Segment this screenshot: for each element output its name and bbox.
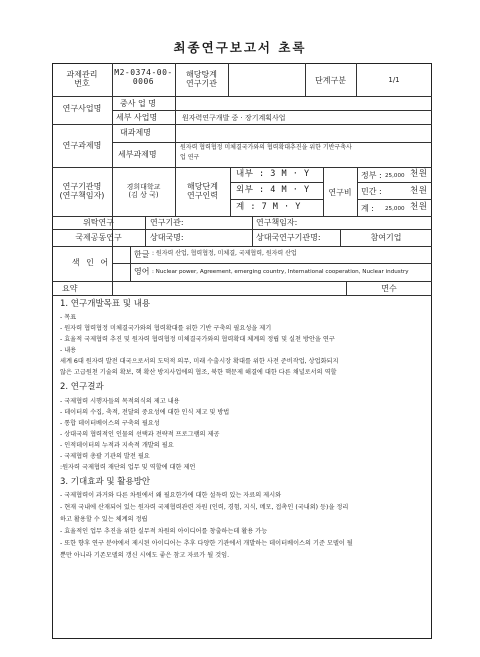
fund-label: 연구비 (328, 188, 352, 197)
col-rule (130, 246, 131, 281)
company-label: 참여기업 (370, 233, 402, 242)
section-3-title: 3. 기대효과 및 활용방안 (60, 477, 151, 487)
section-1-line: 않은 고급원천 기술의 확보, 핵 확산 방지사업에의 협조, 북한 핵문제 해결에 대한 다른 채널로서의 역할 (60, 369, 337, 376)
section-1-title: 1. 연구개발목표 및 내용 (60, 299, 151, 309)
section-1-line: - 목표 (60, 314, 77, 321)
section-2-title: 2. 연구결과 (60, 382, 104, 392)
section-3-line: - 또한 향후 연구 분야에서 제시된 아이디어는 추후 다양한 기관에서 개발하는 데이터베이스의 기준 모델이 될 (60, 540, 353, 547)
people-label: 해당단계 연구인력 (187, 182, 218, 201)
index-ko-label: 한글 (134, 250, 150, 259)
row-rule (52, 96, 432, 97)
agency-label: 해당탕계 연구기관 (186, 70, 217, 89)
col-rule (145, 216, 146, 229)
mid-project-label: 중사 업 명 (120, 99, 156, 108)
section-3-line: - 국제협력이 과거와 다른 차원에서 왜 필요한가에 대한 설득력 있는 자료의 제시와 (60, 492, 282, 499)
col-rule (228, 63, 229, 96)
gov-fund-unit: 천원 (410, 169, 428, 179)
section-1-line: - 원자력 협력협정 미체결국가와의 협력확대를 위한 기반 구축의 필요성을 제기 (60, 325, 272, 332)
page-title: 최종연구보고서 초록 (173, 40, 307, 55)
task-number-label: 과제관리 번호 (66, 70, 98, 89)
row-rule (52, 167, 432, 168)
section-3-line: - 현재 국내에 산재되어 있는 원자력 국제협력관련 자원 (인력, 경험, 지식, 메모, 접촉인 (국내외) 등)을 정리 (60, 504, 349, 511)
intl-country-label: 상대국명: (150, 233, 184, 242)
research-org-value: 경희대학교 (김 상 국) (126, 183, 161, 200)
index-ko-value: : 원자력 산업, 협력협정, 미체결, 국제협력, 원자력 산업 (152, 250, 297, 257)
outside-personnel: 외부 : 4 M · Y (236, 185, 310, 195)
row-rule (52, 281, 432, 282)
col-rule (145, 229, 146, 246)
sub-project-value: 원자력연구개발 중 · 장기계획사업 (182, 114, 286, 122)
summary-label: 요약 (62, 284, 78, 293)
col-rule (252, 216, 253, 229)
section-2-line: :원자력 국제협력 재단의 업무 및 역할에 대한 제언 (60, 464, 196, 471)
section-2-line: - 상대국의 협력적인 인물의 선택과 전략적 프로그램의 제공 (60, 431, 220, 438)
task-number-value: M2-0374-00- 0006 (114, 68, 173, 87)
task-label: 연구과제명 (62, 141, 102, 150)
row-rule (112, 142, 432, 143)
section-3-line: - 효율적인 업무 추진을 위한 실무적 차원의 아이디어를 창출하는데 활용 가능 (60, 528, 268, 535)
col-rule (230, 167, 231, 216)
col-rule (357, 167, 358, 216)
index-en-value: : Nuclear power, Agreement, emerging country, International cooperation, Nuclear industry (152, 269, 409, 275)
total-fund-unit: 천원 (410, 202, 428, 212)
consign-head-label: 연구책임자: (256, 218, 298, 227)
consign-org-label: 연구기관: (150, 218, 184, 227)
row-rule (112, 263, 432, 264)
main-task-label: 대과제명 (120, 128, 151, 137)
row-rule (357, 182, 432, 183)
row-rule (52, 295, 432, 296)
total-personnel: 계 : 7 M · Y (236, 202, 301, 212)
intl-label: 국제공동연구 (75, 233, 122, 242)
gov-fund-amount: 25,000 (385, 173, 405, 179)
row-rule (357, 199, 432, 200)
stage-label: 단계구분 (315, 76, 346, 85)
detail-task-value-1: 원자력 협력협정 미체결국가와의 협력확대추진을 위한 기반구축사 (180, 144, 352, 151)
section-2-line: - 데이터의 수집, 축적, 전달의 중요성에 대한 인식 제고 및 방법 (60, 409, 230, 416)
private-fund-label: 민간 : (361, 187, 382, 196)
row-rule (52, 216, 432, 217)
index-en-label: 영어 (134, 267, 150, 276)
section-2-line: - 인적데이터의 누적과 지속적 개발의 필요 (60, 442, 174, 449)
section-1-line: - 효율적 국제협력 추진 및 원자력 협력협정 미체결국가와의 협력확대 체계의 정립 및 실천 방안을 연구 (60, 336, 335, 343)
index-label: 색 인 어 (71, 258, 111, 267)
row-rule (52, 229, 432, 230)
section-1-line: - 내용 (60, 347, 77, 354)
private-fund-unit: 천원 (410, 186, 428, 196)
pages-label: 면수 (381, 284, 397, 293)
row-rule (230, 182, 323, 183)
section-3-line: 뿐만 아니라 기존모델의 갱신 시에도 좋은 참고 자료가 될 것임. (60, 552, 230, 559)
project-label: 연구사업명 (62, 104, 102, 113)
intl-inst-label: 상대국연구기관명: (256, 233, 321, 242)
consign-label: 위탁연구 (83, 218, 114, 227)
stage-value: 1/1 (388, 76, 400, 84)
row-rule (52, 124, 432, 125)
detail-task-label: 세부과제명 (118, 150, 157, 159)
row-rule (230, 199, 323, 200)
col-rule (175, 96, 176, 167)
row-rule (112, 110, 432, 111)
detail-task-value-2: 업 연구 (180, 154, 200, 161)
section-3-line: 하고 활용할 수 있는 체계의 정립 (60, 516, 148, 523)
section-2-line: - 국제협력 총괄 기관의 발전 필요 (60, 453, 150, 460)
row-rule (52, 246, 432, 247)
col-rule (252, 229, 253, 246)
researcher-label: 연구기관명 (연구책임자) (59, 182, 105, 201)
total-fund-amount: 25,000 (385, 206, 405, 212)
section-2-line: - 통합 데이터베이스의 구축의 필요성 (60, 420, 160, 427)
inside-personnel: 내부 : 3 M · Y (236, 169, 310, 179)
sub-project-label: 세부 사업명 (116, 113, 158, 122)
gov-fund-label: 정부 : (361, 171, 382, 180)
total-fund-label: 계 : (361, 204, 374, 213)
section-2-line: - 국제협력 시행자들의 목적의식의 제고 내용 (60, 398, 180, 405)
section-1-line: 세계 6대 원자력 발전 대국으로서의 도덕적 의무, 미래 수출시장 확대를 위한 사전 준비작업, 상업화되지 (60, 358, 339, 365)
